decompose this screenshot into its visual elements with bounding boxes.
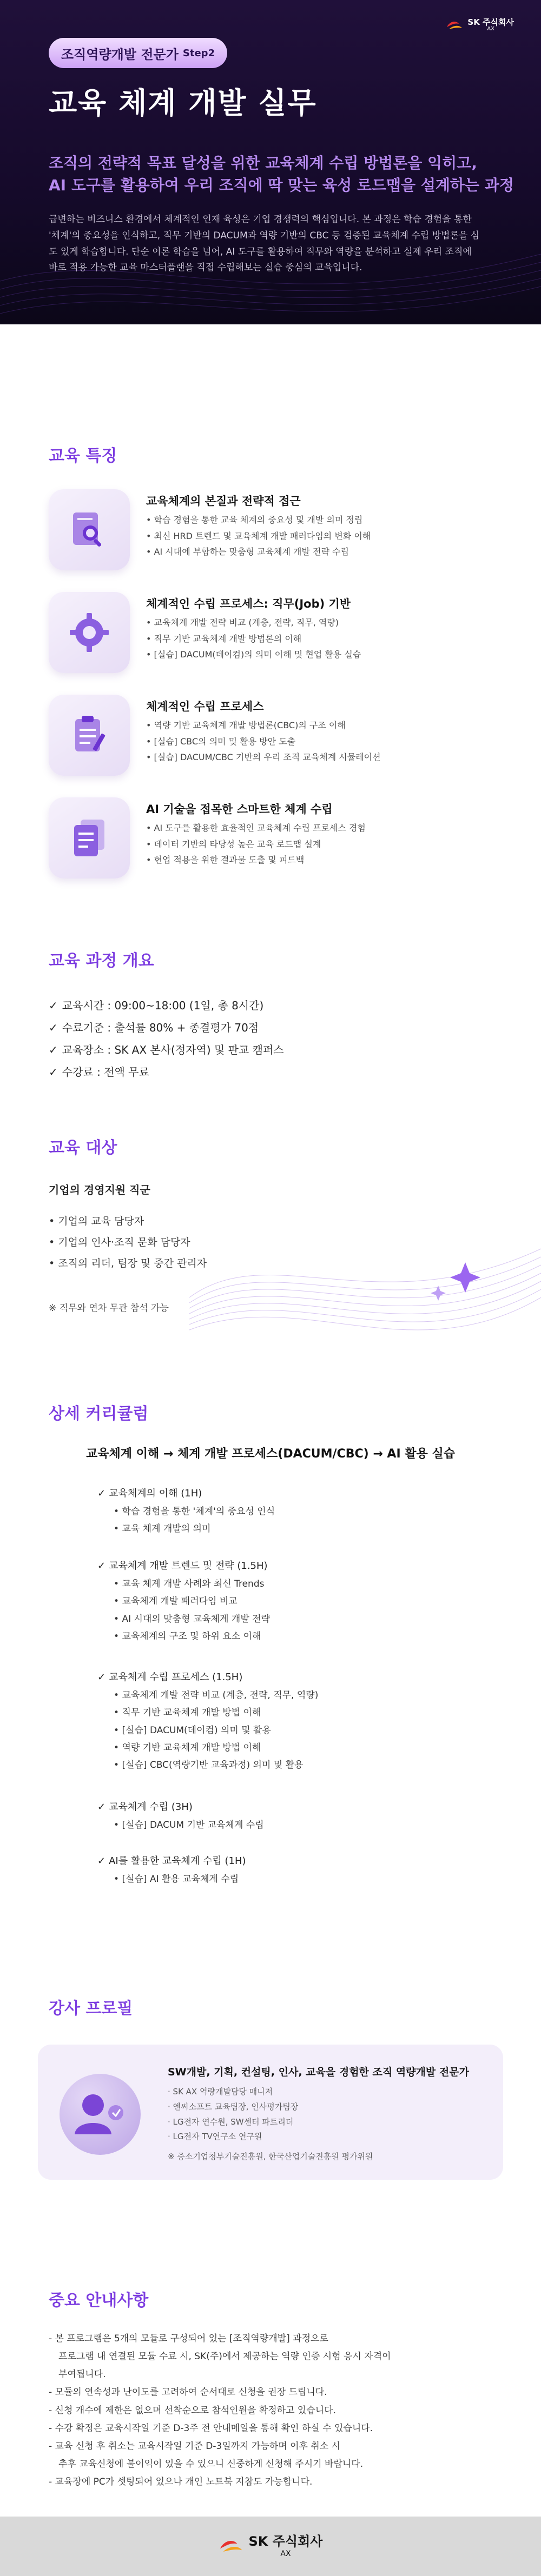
module-list [97, 1575, 487, 1645]
curriculum-module [97, 1557, 487, 1645]
avatar [60, 2074, 141, 2155]
badge-label: 조직역량개발 전문가 [61, 46, 179, 62]
check-icon: ✓ [49, 1043, 58, 1056]
module-title [97, 1852, 487, 1871]
feature-bullet: • 직무 기반 교육체계 개발 방법론의 이해 [146, 631, 361, 647]
feature-list [146, 512, 371, 560]
section-title-target: 교육 대상 [49, 1139, 117, 1157]
curriculum-headline: 교육체계 이해 → 체계 개발 프로세스(DACUM/CBC) → AI 활용 실습 [86, 1447, 455, 1461]
target-item: • 기업의 인사·조직 문화 담당자 [49, 1232, 207, 1253]
check-icon: ✓ [49, 1021, 58, 1034]
curriculum-module [97, 1485, 487, 1538]
module-item: • 교육체계 개발 전략 비교 (계층, 전략, 직무, 역량) [114, 1687, 487, 1704]
instructor-title: SW개발, 기획, 컨설팅, 인사, 교육을 경험한 조직 역량개발 전문가 [168, 2066, 469, 2078]
feature-bullet: • 최신 HRD 트렌드 및 교육체계 개발 패러다임의 변화 이해 [146, 528, 371, 544]
check-icon: ✓ [97, 1488, 106, 1499]
module-item: • [실습] CBC(역량기반 교육과정) 의미 및 활용 [114, 1756, 487, 1774]
module-list [97, 1871, 487, 1888]
module-item: • 역량 기반 교육체계 개발 방법 이해 [114, 1739, 487, 1756]
instructor-card [38, 2045, 503, 2180]
curriculum-module [97, 1668, 487, 1774]
module-item: • [실습] DACUM(데이컴) 의미 및 활용 [114, 1722, 487, 1739]
module-title-text: 교육체계 개발 트렌드 및 전략 (1.5H) [109, 1560, 268, 1572]
clipboard-icon [49, 695, 130, 776]
notice-text-cont: 추후 교육신청에 불이익이 있을 수 있으니 신중하게 신청해 주시기 바랍니다. [58, 2458, 364, 2470]
module-title [97, 1557, 487, 1575]
check-icon: ✓ [97, 1560, 106, 1572]
footer [0, 2517, 541, 2576]
brand-sub: AX [487, 26, 495, 32]
curriculum-module [97, 1852, 487, 1888]
feature-bullet: • 교육체계 개발 전략 비교 (계층, 전략, 직무, 역량) [146, 615, 361, 631]
sk-butterfly-icon [446, 19, 463, 31]
hero-lead [49, 152, 514, 196]
footer-logo [219, 2535, 323, 2558]
feature-item [49, 489, 498, 578]
target-item: • 기업의 교육 담당자 [49, 1211, 207, 1232]
hero-description: 급변하는 비즈니스 환경에서 체계적인 인재 육성은 기업 경쟁력의 핵심입니다. 본 과정은 학습 경험을 통한 '체계'의 중요성을 인식하고, 직무 기반의 DACUM과 역량 기반의 CBC 등 검증된 교육체계 수립 방법론을 심도 있게 학습합니다. 단순 이론 학습을 넘어, AI 도구를 활용하여 직무와 역량을 분석하고 실제 우리 조직에 바로 적용 가능한 교육 마스터플랜을 직접 수립해보는 실습 중심의 교육입니다. [49, 214, 480, 274]
module-item: • 교육 체계 개발 사례와 최신 Trends [114, 1575, 487, 1593]
section-title-notice: 중요 안내사항 [49, 2291, 149, 2310]
module-item: • 교육체계의 구조 및 하위 요소 이해 [114, 1628, 487, 1645]
module-title-text: 교육체계 수립 프로세스 (1.5H) [109, 1672, 243, 1683]
feature-bullet: • 현업 적용을 위한 결과물 도출 및 피드백 [146, 852, 366, 868]
notice-item: - 신청 개수에 제한은 없으며 선착순으로 참석인원을 확정하고 있습니다. [49, 2402, 498, 2420]
module-title-text: AI를 활용한 교육체계 수립 (1H) [109, 1855, 246, 1867]
module-item: • 직무 기반 교육체계 개발 방법 이해 [114, 1704, 487, 1721]
overview-text: 교육시간 : 09:00~18:00 (1일, 총 8시간) [62, 999, 264, 1012]
sparkle-icon [450, 1262, 480, 1293]
module-item: • 교육체계 개발 패러다임 비교 [114, 1593, 487, 1610]
notice-text: 본 프로그램은 5개의 모듈로 구성되어 있는 [조직역량개발] 과정으로 [55, 2333, 328, 2344]
overview-item [49, 1039, 284, 1061]
check-icon: ✓ [97, 1672, 106, 1683]
sk-logo-text [467, 18, 514, 32]
module-item: • [실습] AI 활용 교육체계 수립 [114, 1871, 487, 1888]
check-icon: ✓ [97, 1801, 106, 1813]
sk-logo [446, 18, 514, 32]
hero-banner [0, 0, 541, 324]
module-list [97, 1503, 487, 1538]
brand-name: SK 주식회사 [467, 17, 514, 27]
feature-bullet: • AI 시대에 부합하는 맞춤형 교육체계 개발 전략 수립 [146, 544, 371, 560]
feature-bullet: • 학습 경험을 통한 교육 체계의 중요성 및 개발 의미 정립 [146, 512, 371, 528]
module-title-text: 교육체계 수립 (3H) [109, 1801, 193, 1813]
module-title [97, 1485, 487, 1503]
page-title: 교육 체계 개발 실무 [49, 86, 317, 120]
hero-lead-line-1: 조직의 전략적 목표 달성을 위한 교육체계 수립 방법론을 익히고, [49, 154, 477, 172]
module-title [97, 1668, 487, 1687]
course-badge [49, 38, 227, 68]
notice-item: - 수강 확정은 교육시작일 기준 D-3주 전 안내메일을 통해 확인 하실 수 있습니다. [49, 2420, 498, 2438]
overview-list [49, 995, 284, 1083]
feature-bullet: • [실습] CBC의 의미 및 활용 방안 도출 [146, 734, 381, 750]
feature-bullet: • [실습] DACUM/CBC 기반의 우리 조직 교육체계 시뮬레이션 [146, 749, 381, 766]
module-list [97, 1687, 487, 1774]
module-list [97, 1816, 487, 1834]
career-item: · LG전자 연수원, SW센터 파트리더 [168, 2115, 298, 2130]
brand-sub: AX [280, 2550, 291, 2558]
person-icon [60, 2074, 141, 2155]
check-icon: ✓ [97, 1855, 106, 1867]
instructor-note: ※ 중소기업청부기술진흥원, 한국산업기술진흥원 평가위원 [168, 2152, 373, 2161]
sk-butterfly-icon [219, 2538, 243, 2555]
target-note: ※ 직무와 연차 무관 참석 가능 [49, 1303, 169, 1314]
career-item: · LG전자 TV연구소 연구원 [168, 2129, 298, 2145]
section-title-overview: 교육 과정 개요 [49, 951, 154, 970]
module-title-text: 교육체계의 이해 (1H) [109, 1488, 202, 1499]
overview-text: 교육장소 : SK AX 본사(정자역) 및 판교 캠퍼스 [62, 1043, 284, 1056]
feature-item [49, 592, 498, 681]
documents-icon [49, 797, 130, 878]
magnifier-document-icon [49, 489, 130, 570]
overview-item [49, 995, 284, 1017]
career-item: · SK AX 역량개발담당 매니저 [168, 2085, 298, 2100]
notice-text: 교육 신청 후 취소는 교육시작일 기준 D-3일까지 가능하며 이후 취소 시 [55, 2440, 341, 2452]
overview-text: 수강료 : 전액 무료 [62, 1066, 149, 1079]
target-subtitle: 기업의 경영지원 직군 [49, 1183, 150, 1196]
feature-list [146, 615, 361, 663]
check-icon: ✓ [49, 1066, 58, 1079]
notice-list [49, 2330, 498, 2491]
section-title-curriculum: 상세 커리큘럼 [49, 1405, 149, 1423]
feature-list [146, 717, 381, 766]
target-item: • 조직의 리더, 팀장 및 중간 관리자 [49, 1253, 207, 1274]
section-title-features: 교육 특징 [49, 447, 117, 465]
overview-item [49, 1017, 284, 1039]
feature-title: AI 기술을 접목한 스마트한 체계 수립 [146, 803, 333, 816]
module-item: • 교육 체계 개발의 의미 [114, 1520, 487, 1537]
feature-title: 체계적인 수립 프로세스: 직무(Job) 기반 [146, 597, 351, 610]
check-icon: ✓ [49, 999, 58, 1012]
notice-text-cont: 프로그램 내 연결된 모듈 수료 시, SK(주)에서 제공하는 역량 인증 시험 응시 자격이 [58, 2351, 391, 2362]
section-title-instructor: 강사 프로필 [49, 1999, 133, 2018]
feature-title: 체계적인 수립 프로세스 [146, 700, 264, 713]
module-item: • 학습 경험을 통한 '체계'의 중요성 인식 [114, 1503, 487, 1520]
notice-item: - 교육장에 PC가 셋팅되어 있으나 개인 노트북 지참도 가능합니다. [49, 2473, 498, 2491]
module-item: • AI 시대의 맞춤형 교육체계 개발 전략 [114, 1610, 487, 1628]
notice-item [49, 2330, 498, 2384]
wave-decoration [0, 1195, 541, 1400]
career-item: · 엔씨소프트 교육팀장, 인사평가팀장 [168, 2100, 298, 2115]
brand-name: SK 주식회사 [248, 2534, 323, 2549]
feature-bullet: • [실습] DACUM(데이컴)의 의미 이해 및 현업 활용 실습 [146, 647, 361, 663]
overview-text: 수료기준 : 출석률 80% + 종결평가 70점 [62, 1021, 259, 1034]
instructor-career-list [168, 2085, 298, 2145]
overview-item [49, 1061, 284, 1083]
notice-item: - 모듈의 연속성과 난이도를 고려하여 순서대로 신청을 권장 드립니다. [49, 2384, 498, 2401]
badge-step: Step2 [182, 47, 215, 59]
feature-item [49, 797, 498, 887]
module-title [97, 1798, 487, 1816]
footer-logo-text [249, 2535, 323, 2558]
notice-item [49, 2438, 498, 2473]
curriculum-module [97, 1798, 487, 1834]
feature-bullet: • AI 도구를 활용한 효율적인 교육체계 수립 프로세스 경험 [146, 820, 366, 836]
hero-lead-line-2: AI 도구를 활용하여 우리 조직에 딱 맞는 육성 로드맵을 설계하는 과정 [49, 176, 514, 194]
feature-list [146, 820, 366, 868]
feature-bullet: • 데이터 기반의 타당성 높은 교육 로드맵 설계 [146, 836, 366, 853]
gear-icon [49, 592, 130, 673]
feature-title: 교육체계의 본질과 전략적 접근 [146, 495, 301, 508]
feature-bullet: • 역량 기반 교육체계 개발 방법론(CBC)의 구조 이해 [146, 717, 381, 734]
feature-item [49, 695, 498, 784]
module-item: • [실습] DACUM 기반 교육체계 수립 [114, 1816, 487, 1834]
notice-text-cont: 부여됩니다. [58, 2369, 106, 2380]
